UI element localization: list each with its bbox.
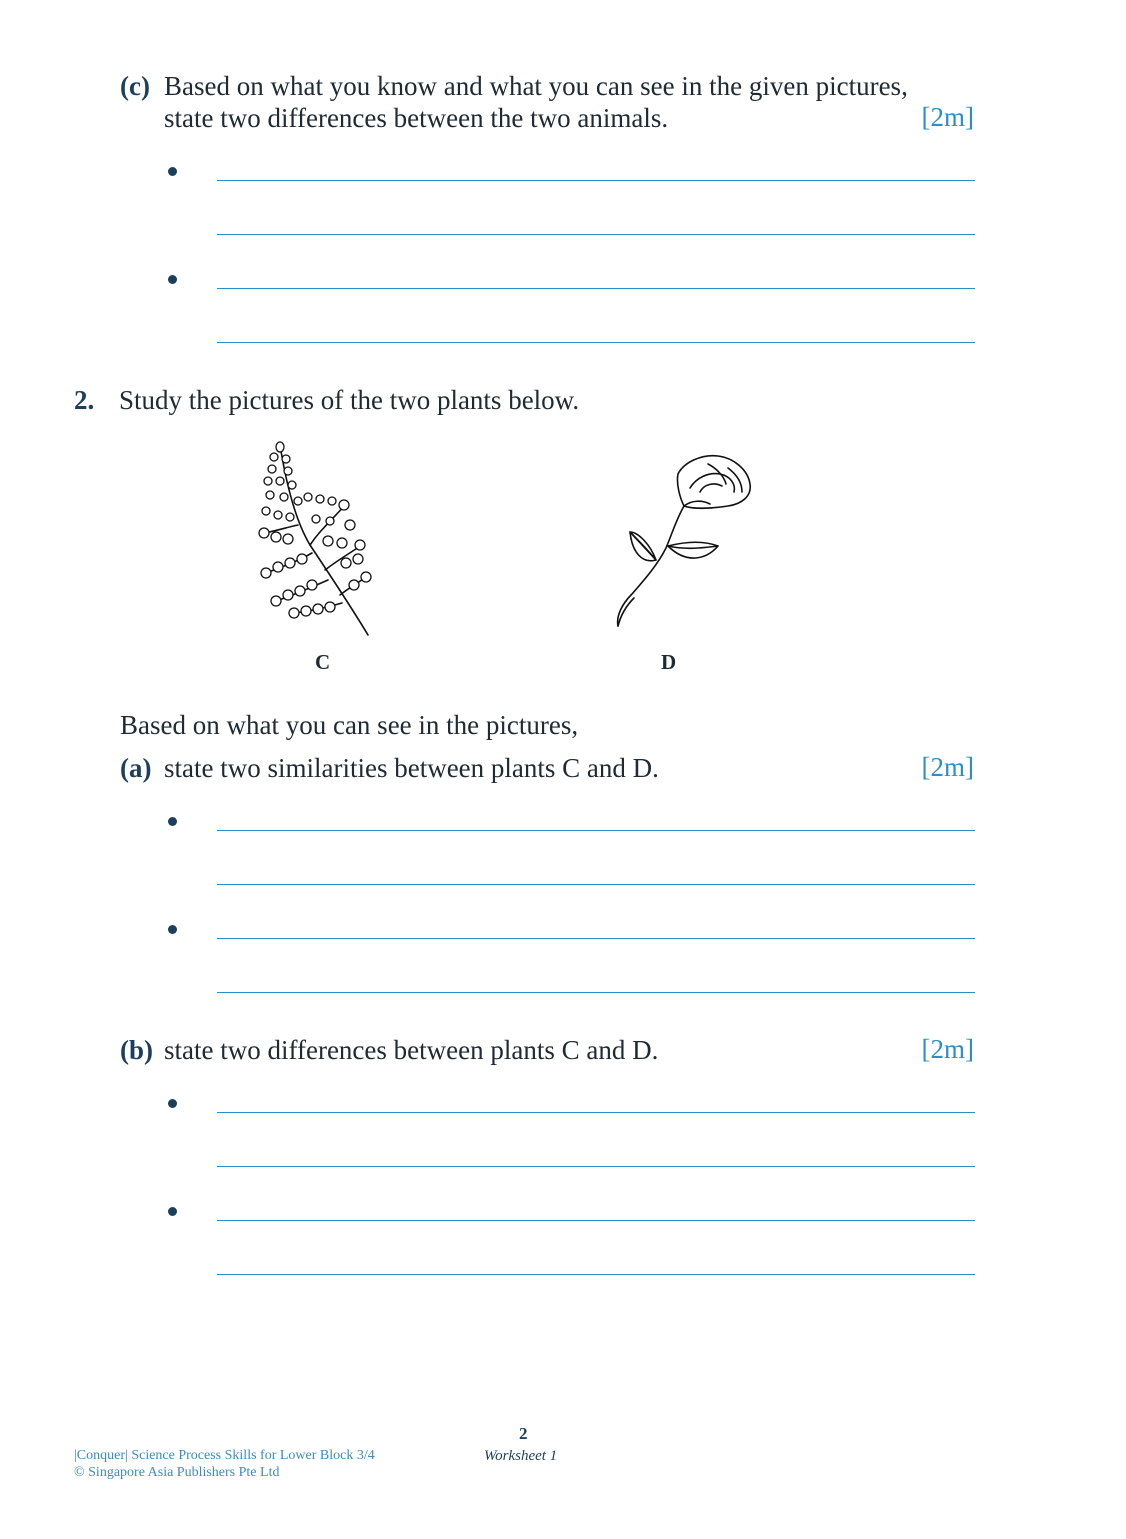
answer-line[interactable]: [217, 1220, 975, 1221]
question-2-text: Study the pictures of the two plants below.: [119, 385, 580, 415]
answer-bullet: [168, 1099, 177, 1108]
answer-line[interactable]: [217, 180, 975, 181]
part-a-text: state two similarities between plants C and D.: [164, 753, 659, 783]
part-a-label: (a): [120, 753, 152, 783]
answer-bullet: [168, 167, 177, 176]
part-c-label: (c): [120, 71, 150, 101]
plant-d-illustration: [610, 448, 760, 633]
part-b-text: state two differences between plants C and D.: [164, 1035, 659, 1065]
plant-d-label: D: [661, 650, 677, 674]
part-c-marks: [2m]: [921, 102, 974, 132]
part-b-marks: [2m]: [921, 1034, 974, 1064]
answer-line[interactable]: [217, 342, 975, 343]
page-number: 2: [519, 1424, 528, 1443]
footer-copyright: © Singapore Asia Publishers Pte Ltd: [74, 1465, 280, 1480]
answer-line[interactable]: [217, 234, 975, 235]
worksheet-label: Worksheet 1: [484, 1448, 558, 1464]
plant-c-label: C: [315, 650, 331, 674]
question-2-intro: Based on what you can see in the pictures,: [120, 710, 579, 740]
part-b-label: (b): [120, 1035, 153, 1065]
answer-bullet: [168, 1207, 177, 1216]
answer-line[interactable]: [217, 938, 975, 939]
answer-bullet: [168, 817, 177, 826]
answer-bullet: [168, 925, 177, 934]
footer-book-title: |Conquer| Science Process Skills for Lower Block 3/4: [74, 1448, 375, 1463]
part-c-text-line2: state two differences between the two animals.: [164, 103, 669, 133]
answer-line[interactable]: [217, 992, 975, 993]
answer-bullet: [168, 275, 177, 284]
answer-line[interactable]: [217, 830, 975, 831]
part-c-text-line1: Based on what you know and what you can see in the given pictures,: [164, 71, 908, 101]
answer-line[interactable]: [217, 1274, 975, 1275]
answer-line[interactable]: [217, 884, 975, 885]
answer-line[interactable]: [217, 288, 975, 289]
answer-line[interactable]: [217, 1166, 975, 1167]
answer-line[interactable]: [217, 1112, 975, 1113]
question-2-number: 2.: [74, 385, 95, 415]
part-a-marks: [2m]: [921, 752, 974, 782]
plant-c-illustration: [250, 435, 380, 640]
